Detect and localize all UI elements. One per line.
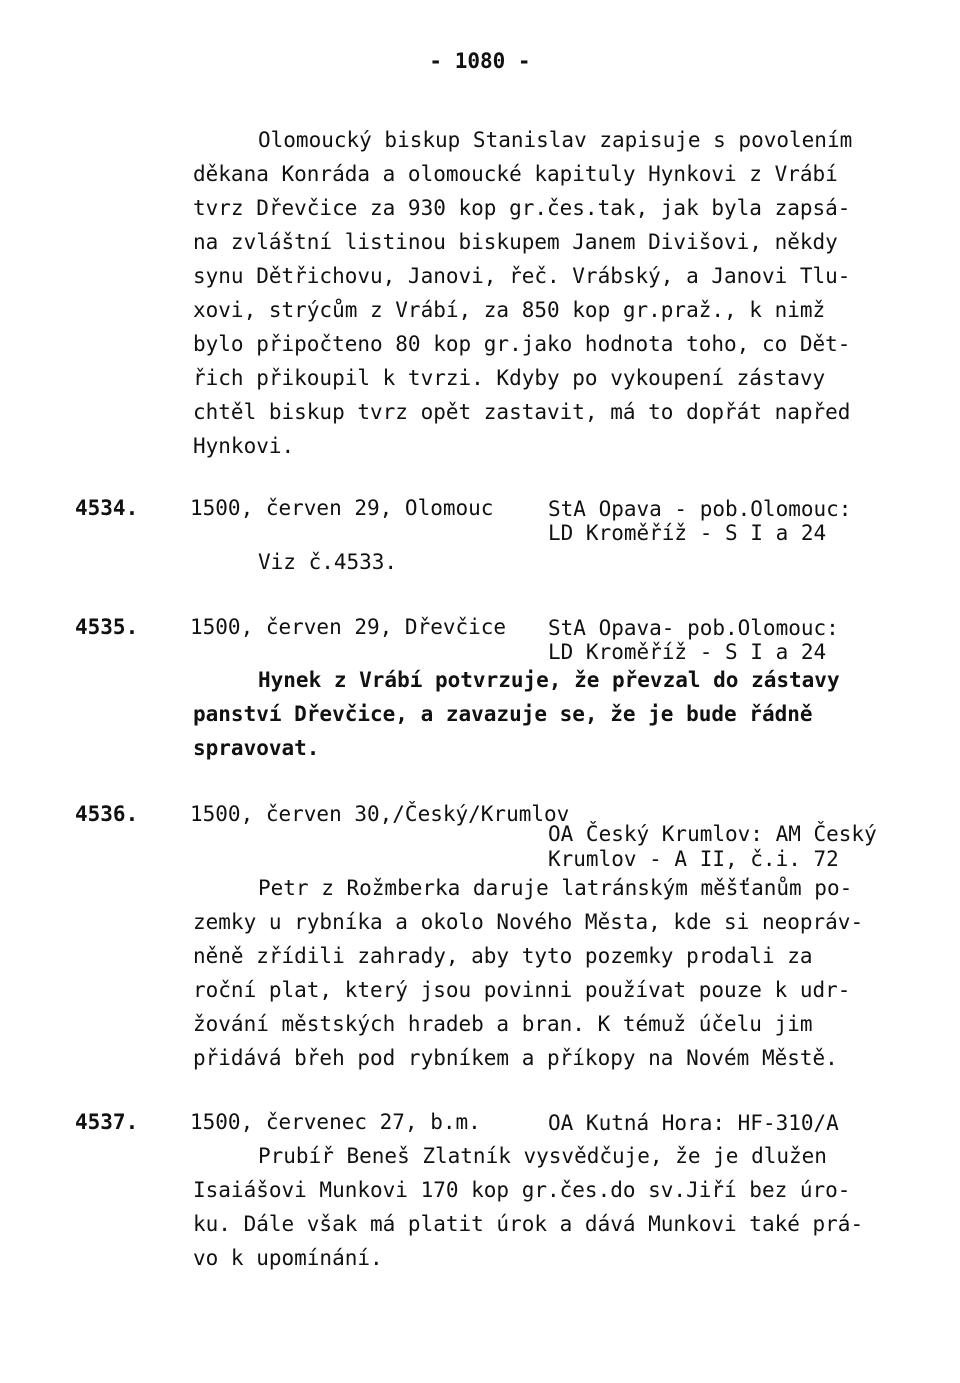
entry-source-line: StA Opava - pob.Olomouc: [548,497,852,521]
entry-text-line: ku. Dále však má platit úrok a dává Munkovi také prá- [193,1212,864,1236]
intro-line: chtěl biskup tvrz opět zastavit, má to dopřát napřed [193,400,851,424]
entry-text-line: zemky u rybníka a okolo Nového Města, kde si neopráv- [193,910,864,934]
entry-number: 4537. [75,1110,139,1134]
entry-source-line: StA Opava- pob.Olomouc: [548,616,839,640]
intro-line: xovi, strýcům z Vrábí, za 850 kop gr.praž., k nimž [193,298,826,322]
intro-line: bylo připočteno 80 kop gr.jako hodnota toho, co Dět- [193,332,851,356]
entry-source-line: OA Kutná Hora: HF-310/A [548,1111,839,1135]
entry-text-line: Prubíř Beneš Zlatník vysvědčuje, že je dlužen [258,1144,827,1168]
entry-text-line: Isaiášovi Munkovi 170 kop gr.čes.do sv.Jiří bez úro- [193,1178,851,1202]
intro-line: tvrz Dřevčice za 930 kop gr.čes.tak, jak byla zapsá- [193,196,851,220]
entry-number: 4536. [75,802,139,826]
intro-line: synu Dětřichovu, Janovi, řeč. Vrábský, a Janovi Tlu- [193,264,851,288]
entry-number: 4535. [75,615,139,639]
entry-text-line: panství Dřevčice, a zavazuje se, že je bude řádně [193,702,813,726]
entry-text-line: přidává břeh pod rybníkem a příkopy na Novém Městě. [193,1046,838,1070]
intro-line: Olomoucký biskup Stanislav zapisuje s povolením [258,128,853,152]
entry-number: 4534. [75,496,139,520]
page-number: - 1080 - [429,49,531,73]
entry-source-line: Krumlov - A II, č.i. 72 [548,847,839,871]
intro-line: děkana Konráda a olomoucké kapituly Hynkovi z Vrábí [193,162,838,186]
entry-text-line: žování městských hradeb a bran. K témuž účelu jim [193,1012,813,1036]
intro-line: na zvláštní listinou biskupem Janem Divišovi, někdy [193,230,838,254]
intro-line: Hynkovi. [193,434,295,458]
entry-source-line: LD Kroměříž - S I a 24 [548,640,827,664]
entry-text-line: něně zřídili zahrady, aby tyto pozemky prodali za [193,944,813,968]
entry-date-place: 1500, červen 29, Dřevčice [190,615,507,639]
entry-source-line: LD Kroměříž - S I a 24 [548,521,827,545]
entry-text-line: Petr z Rožmberka daruje latránským měšťanům po- [258,876,853,900]
entry-date-place: 1500, červen 30,/Český/Krumlov [190,802,570,826]
entry-text-line: roční plat, který jsou povinni používat pouze k udr- [193,978,851,1002]
intro-line: řich přikoupil k tvrzi. Kdyby po vykoupení zástavy [193,366,826,390]
entry-source-line: OA Český Krumlov: AM Český [548,822,877,846]
entry-text-line: vo k upomínání. [193,1246,383,1270]
entry-date-place: 1500, červenec 27, b.m. [190,1110,481,1134]
entry-text-line: Hynek z Vrábí potvrzuje, že převzal do zástavy [258,668,840,692]
entry-date-place: 1500, červen 29, Olomouc [190,496,494,520]
entry-text-line: spravovat. [193,736,320,760]
entry-text-line: Viz č.4533. [258,550,398,574]
